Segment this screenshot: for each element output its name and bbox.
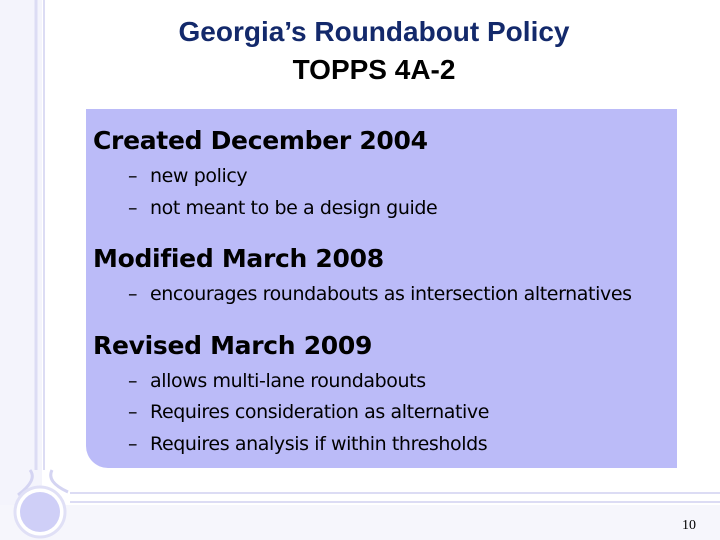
bullet-text: not meant to be a design guide (150, 197, 438, 219)
bullet-item (128, 197, 437, 219)
bullet-text: Requires consideration as alternative (150, 401, 490, 423)
section-heading: Modified March 2008 (93, 244, 384, 273)
slide-subtitle: TOPPS 4A-2 (292, 54, 456, 85)
bullet-text: Requires analysis if within thresholds (150, 433, 488, 455)
bullet-dash: – (128, 401, 138, 423)
bullet-text: allows multi-lane roundabouts (150, 370, 426, 392)
section-heading: Created December 2004 (93, 126, 428, 155)
bullet-item (128, 283, 632, 305)
section-heading: Revised March 2009 (93, 331, 373, 360)
bullet-item (128, 433, 487, 455)
bullet-dash: – (128, 433, 138, 455)
bullet-dash: – (128, 197, 138, 219)
slide-title: Georgia’s Roundabout Policy (178, 16, 570, 47)
bullet-text: new policy (150, 165, 248, 187)
bullet-item (128, 165, 247, 187)
bullet-dash: – (128, 165, 138, 187)
bullet-dash: – (128, 370, 138, 392)
bullet-dash: – (128, 283, 138, 305)
bullet-item (128, 370, 426, 392)
bullet-item (128, 401, 489, 423)
page-number: 10 (682, 518, 696, 533)
bullet-text: encourages roundabouts as intersection alternatives (150, 283, 632, 305)
